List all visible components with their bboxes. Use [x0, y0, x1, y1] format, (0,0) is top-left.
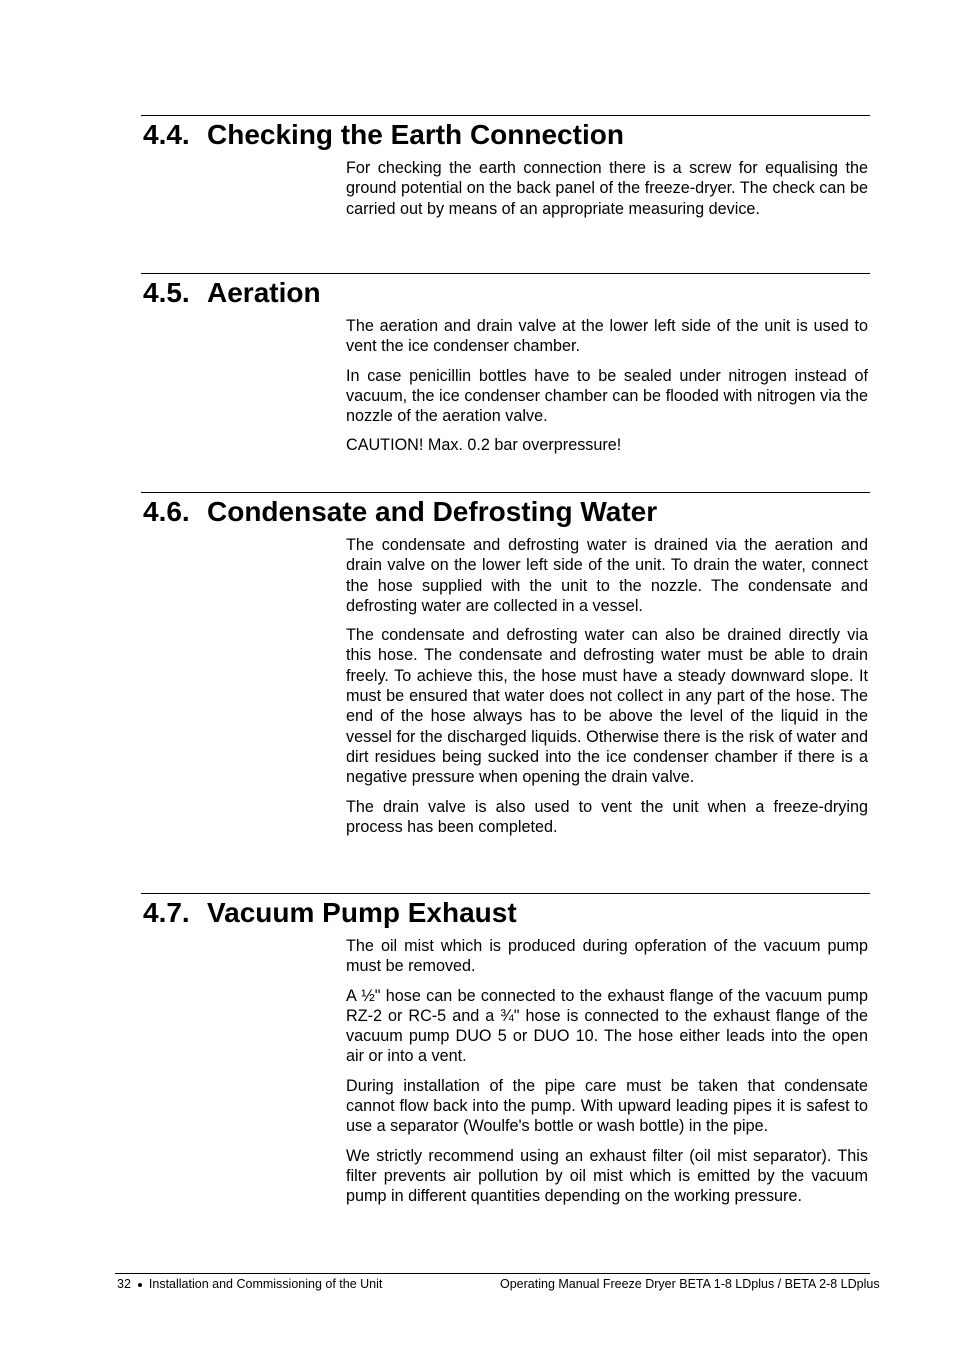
- section-title: Checking the Earth Connection: [207, 119, 624, 150]
- paragraph: For checking the earth connection there is a screw for equalising the ground potential on the back panel of the freeze-dryer. The check can be carried out by means of an appropriate measuring device.: [346, 159, 868, 218]
- paragraph: The condensate and defrosting water can also be drained directly via this hose. The condensate and defrosting water must be able to drain freely. To achieve this, the hose must have a steady downward slope. It must be ensured that water does not collect in any part of the hose. The end of the hose always has to be above the level of the liquid in the vessel for the discharged liquids. Otherwise there is the risk of water and dirt residues being sucked into the ice condenser chamber if there is a negative pressure when opening the drain valve.: [346, 626, 868, 787]
- section-number: 4.7.: [143, 897, 190, 928]
- paragraph: The aeration and drain valve at the lower left side of the unit is used to vent the ice condenser chamber.: [346, 317, 868, 356]
- page-number: 32: [117, 1277, 131, 1291]
- footer-divider: [115, 1273, 870, 1274]
- chapter-title: Installation and Commissioning of the Unit: [148, 1277, 383, 1291]
- manual-title: Operating Manual Freeze Dryer BETA 1-8 LDplus / BETA 2-8 LDplus: [500, 1277, 880, 1291]
- paragraph: The condensate and defrosting water is drained via the aeration and drain valve on the lower left side of the unit. To drain the water, connect the hose supplied with the unit to the nozzle. The condensate and defrosting water are collected in a vessel.: [346, 536, 868, 615]
- section-body: [346, 316, 868, 456]
- caution-note: CAUTION! Max. 0.2 bar overpressure!: [346, 436, 622, 455]
- bullet-icon: [138, 1283, 142, 1287]
- section-number: 4.6.: [143, 496, 190, 527]
- section-4-4: [141, 115, 870, 228]
- paragraph: The oil mist which is produced during opferation of the vacuum pump must be removed.: [346, 937, 868, 976]
- section-4-7: [141, 893, 870, 1216]
- section-4-6: [141, 492, 870, 846]
- section-heading: [143, 896, 870, 930]
- section-heading: [143, 118, 870, 152]
- section-number: 4.5.: [143, 277, 190, 308]
- section-heading: [143, 495, 870, 529]
- paragraph: In case penicillin bottles have to be sealed under nitrogen instead of vacuum, the ice condenser chamber can be flooded with nitrogen via the nozzle of the aeration valve.: [346, 366, 868, 426]
- section-heading: [143, 276, 870, 310]
- section-body: [346, 158, 868, 219]
- paragraph: During installation of the pipe care must be taken that condensate cannot flow back into the pump. With upward leading pipes it is safest to use a separator (Woulfe's bottle or wash bottle) in the pipe.: [346, 1076, 868, 1136]
- section-title: Condensate and Defrosting Water: [207, 496, 658, 527]
- section-title: Aeration: [207, 277, 321, 308]
- paragraph: The drain valve is also used to vent the unit when a freeze-drying process has been completed.: [346, 797, 868, 836]
- section-body: [346, 936, 868, 1207]
- section-divider: [141, 115, 870, 116]
- paragraph: We strictly recommend using an exhaust filter (oil mist separator). This filter prevents air pollution by oil mist which is emitted by the vacuum pump in different quantities depending on the working pressure.: [346, 1146, 868, 1206]
- section-title: Vacuum Pump Exhaust: [207, 897, 517, 928]
- section-number: 4.4.: [143, 119, 190, 150]
- section-body: [346, 535, 868, 837]
- footer-left: [117, 1277, 382, 1291]
- paragraph: A ½" hose can be connected to the exhaust flange of the vacuum pump RZ-2 or RC-5 and a ¾" hose is connected to the exhaust flange of the vacuum pump DUO 5 or DUO 10. The hose either leads into the open air or into a vent.: [346, 986, 868, 1066]
- section-divider: [141, 492, 870, 493]
- section-divider: [141, 893, 870, 894]
- page-footer: [115, 1273, 880, 1293]
- section-divider: [141, 273, 870, 274]
- section-4-5: [141, 273, 870, 465]
